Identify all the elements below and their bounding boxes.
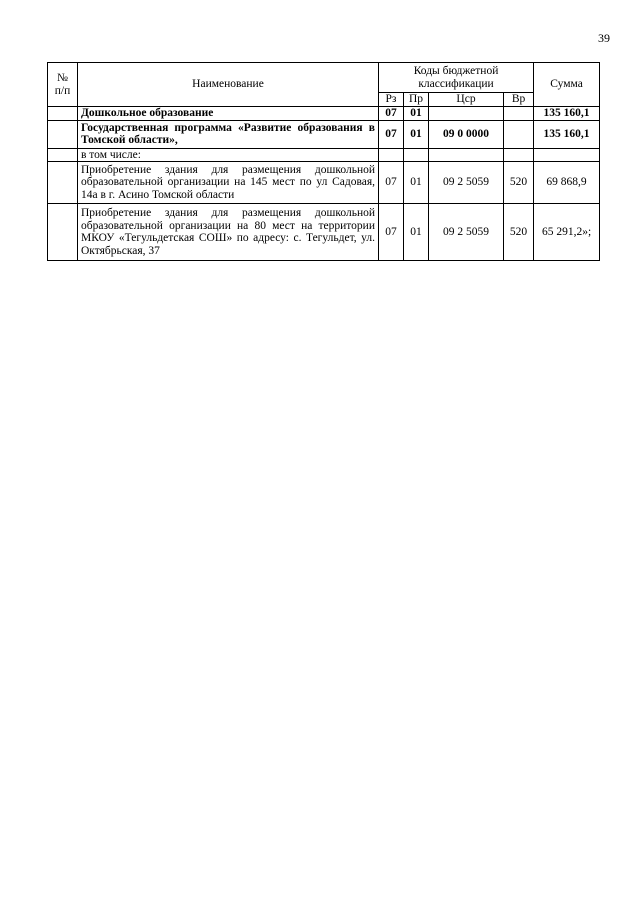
- row-name: в том числе:: [78, 148, 379, 162]
- header-vr: Вр: [504, 93, 534, 107]
- row-pr: 01: [404, 120, 429, 148]
- header-name: Наименование: [78, 63, 379, 107]
- row-sum: [534, 148, 600, 162]
- row-num: [48, 120, 78, 148]
- row-pr: 01: [404, 107, 429, 121]
- table-row: [48, 204, 600, 261]
- row-rz: 07: [379, 204, 404, 261]
- row-csr: [429, 107, 504, 121]
- row-vr: 520: [504, 162, 534, 204]
- table-row: [48, 148, 600, 162]
- row-rz: 07: [379, 162, 404, 204]
- header-num: № п/п: [48, 63, 78, 107]
- header-codes: Коды бюджетной классификации: [379, 63, 534, 93]
- table-row: [48, 162, 600, 204]
- row-num: [48, 204, 78, 261]
- row-name: Государственная программа «Развитие образования в Томской области»,: [78, 120, 379, 148]
- header-csr: Цср: [429, 93, 504, 107]
- row-sum: 135 160,1: [534, 120, 600, 148]
- header-pr: Пр: [404, 93, 429, 107]
- row-name: Дошкольное образование: [78, 107, 379, 121]
- header-rz: Рз: [379, 93, 404, 107]
- row-pr: 01: [404, 204, 429, 261]
- budget-table: [47, 62, 600, 261]
- table-row: [48, 107, 600, 121]
- row-pr: [404, 148, 429, 162]
- row-rz: 07: [379, 107, 404, 121]
- row-num: [48, 148, 78, 162]
- row-rz: 07: [379, 120, 404, 148]
- row-csr: 09 2 5059: [429, 162, 504, 204]
- row-name: Приобретение здания для размещения дошкольной образовательной организации на 145 мест по ул Садовая, 14а в г. Асино Томской области: [78, 162, 379, 204]
- row-sum: 135 160,1: [534, 107, 600, 121]
- row-sum: 69 868,9: [534, 162, 600, 204]
- table-row: [48, 120, 600, 148]
- row-csr: [429, 148, 504, 162]
- page-number: 39: [598, 31, 610, 45]
- row-num: [48, 107, 78, 121]
- row-csr: 09 0 0000: [429, 120, 504, 148]
- header-sum: Сумма: [534, 63, 600, 107]
- row-csr: 09 2 5059: [429, 204, 504, 261]
- row-vr: [504, 120, 534, 148]
- row-name: Приобретение здания для размещения дошкольной образовательной организации на 80 мест на территории МКОУ «Тегульдетская СОШ» по адресу: с. Тегульдет, ул. Октябрьская, 37: [78, 204, 379, 261]
- row-vr: 520: [504, 204, 534, 261]
- row-pr: 01: [404, 162, 429, 204]
- row-vr: [504, 148, 534, 162]
- row-sum: 65 291,2»;: [534, 204, 600, 261]
- row-num: [48, 162, 78, 204]
- row-vr: [504, 107, 534, 121]
- header-row: [48, 63, 600, 93]
- row-rz: [379, 148, 404, 162]
